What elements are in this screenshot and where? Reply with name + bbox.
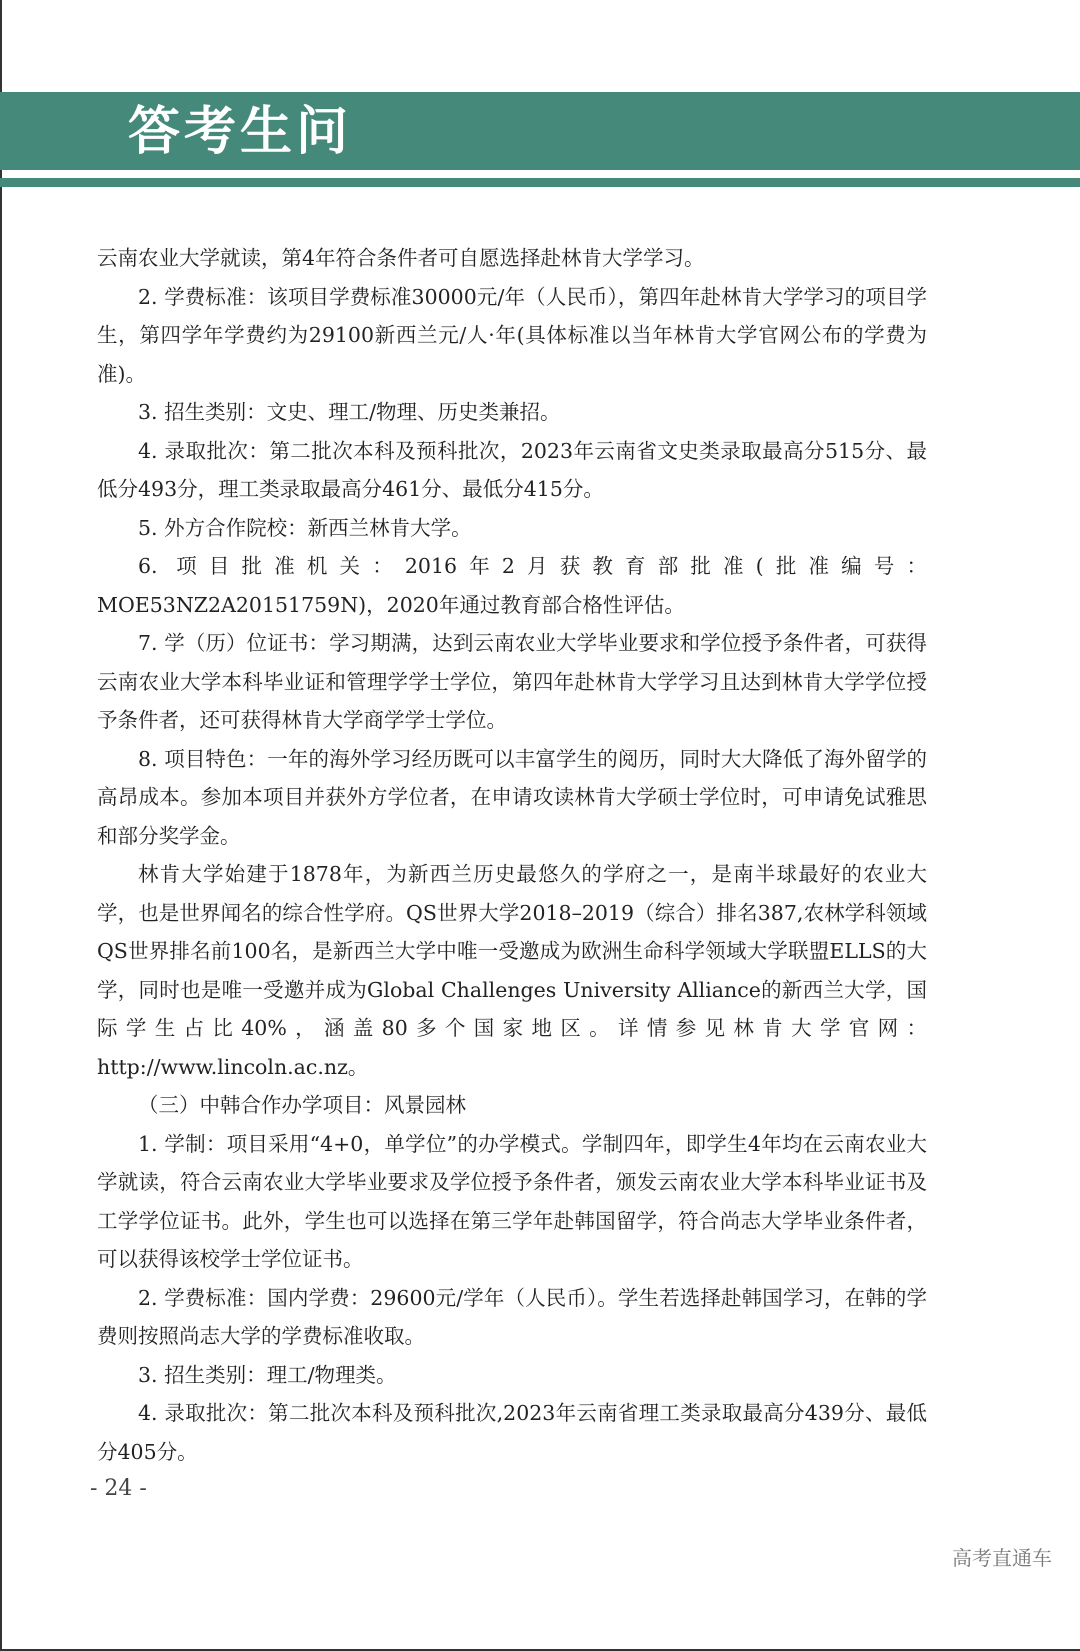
header-rule bbox=[0, 178, 1080, 187]
watermark: 高考直通车 bbox=[952, 1546, 1052, 1570]
paragraph: 1. 学制：项目采用“4+0，单学位”的办学模式。学制四年，即学生4年均在云南农业大学就读，符合云南农业大学毕业要求及学位授予条件者，颁发云南农业大学本科毕业证书及工学学位证书。此外，学生也可以选择在第三学年赴韩国留学，符合尚志大学毕业条件者，可以获得该校学士学位证书。 bbox=[97, 1131, 927, 1271]
paragraph: 8. 项目特色：一年的海外学习经历既可以丰富学生的阅历，同时大大降低了海外留学的高昂成本。参加本项目并获外方学位者，在申请攻读林肯大学硕士学位时，可申请免试雅思和部分奖学金。 bbox=[97, 746, 927, 848]
paragraph: 4. 录取批次：第二批次本科及预科批次,2023年云南省理工类录取最高分439分、最低分405分。 bbox=[97, 1401, 927, 1464]
paragraph: 4. 录取批次：第二批次本科及预科批次，2023年云南省文史类录取最高分515分、最低分493分，理工类录取最高分461分、最低分415分。 bbox=[97, 438, 927, 501]
paragraph: 3. 招生类别：文史、理工/物理、历史类兼招。 bbox=[138, 400, 561, 424]
body-text bbox=[97, 239, 927, 1471]
paragraph: 2. 学费标准：国内学费：29600元/学年（人民币）。学生若选择赴韩国学习，在韩的学费则按照尚志大学的学费标准收取。 bbox=[97, 1285, 927, 1348]
paragraph: 7. 学（历）位证书：学习期满，达到云南农业大学毕业要求和学位授予条件者，可获得云南农业大学本科毕业证和管理学学士学位，第四年赴林肯大学学习且达到林肯大学学位授予条件者，还可获得林肯大学商学学士学位。 bbox=[97, 631, 927, 732]
paragraph: 6. 项目批准机关：2016年2月获教育部批准(批准编号：MOE53NZ2A20151759N)，2020年通过教育部合格性评估。 bbox=[97, 554, 927, 617]
paragraph: 3. 招生类别：理工/物理类。 bbox=[138, 1362, 397, 1387]
page-number: - 24 - bbox=[90, 1476, 147, 1501]
paragraph: 林肯大学始建于1878年，为新西兰历史最悠久的学府之一，是南半球最好的农业大学，也是世界闻名的综合性学府。QS世界大学2018–2019（综合）排名387,农林学科领域QS世界排名前100名，是新西兰大学中唯一受邀成为欧洲生命科学领域大学联盟ELLS的大学，同时也是唯一受邀并成为Global Challenges University Alliance的新西兰大学，国际学生占比40%，涵盖80多个国家地区。详情参见林肯大学官网：http://www.lincoln.ac.nz。 bbox=[97, 862, 927, 1079]
paragraph: （三）中韩合作办学项目：风景园林 bbox=[138, 1093, 466, 1117]
section-title: 答考生问 bbox=[128, 102, 353, 162]
paragraph: 2. 学费标准：该项目学费标准30000元/年（人民币），第四年赴林肯大学学习的项目学生，第四学年学费约为29100新西兰元/人·年(具体标准以当年林肯大学官网公布的学费为准)。 bbox=[97, 284, 927, 386]
paragraph: 5. 外方合作院校：新西兰林肯大学。 bbox=[138, 515, 472, 540]
paragraph: 云南农业大学就读，第4年符合条件者可自愿选择赴林肯大学学习。 bbox=[97, 246, 705, 270]
